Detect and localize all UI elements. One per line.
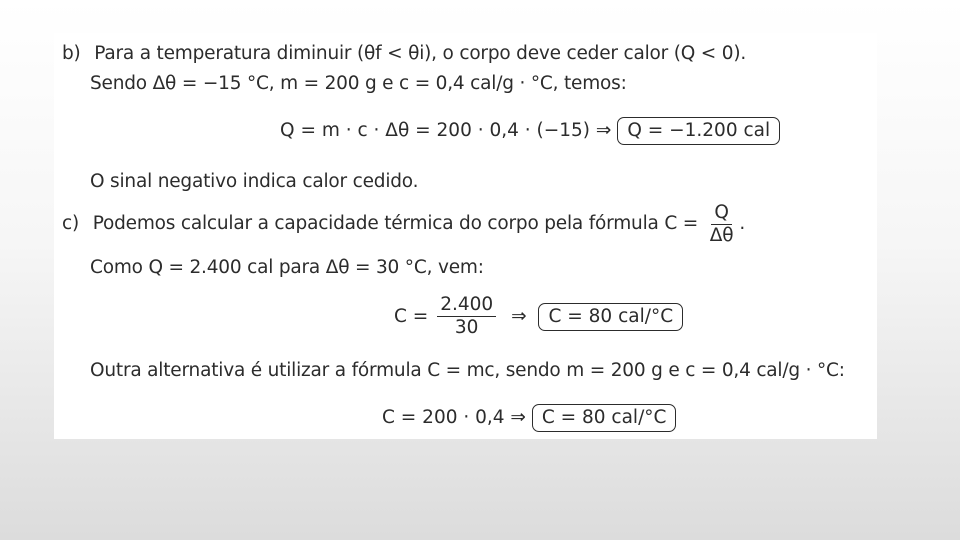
eq1-arrow: ⇒ [511, 306, 527, 327]
part-b-equation-row [280, 117, 780, 145]
part-c-line-1 [62, 201, 745, 247]
eq1-denominator: 30 [454, 317, 479, 338]
part-c-line-1-end: . [739, 213, 745, 234]
part-b-equation: Q = m · c · Δθ = 200 · 0,4 · (−15) ⇒ [280, 120, 612, 141]
eq1-fraction [437, 295, 496, 338]
formula-q-over-dtheta [707, 203, 737, 246]
solution-card [54, 33, 877, 439]
eq2: C = 200 · 0,4 ⇒ [382, 407, 526, 428]
eq1-lhs: C = [394, 306, 429, 327]
part-c-text-1: Podemos calcular a capacidade térmica do corpo pela fórmula C = [92, 213, 699, 234]
part-b-note: O sinal negativo indica calor cedido. [90, 171, 419, 192]
part-b-result-box: Q = −1.200 cal [617, 117, 780, 145]
eq1-result-box: C = 80 cal/°C [538, 303, 683, 331]
part-c-label: c) [62, 213, 79, 234]
fraction-denominator: Δθ [709, 224, 734, 246]
part-b-label: b) [62, 43, 81, 64]
part-c-equation-2-row [382, 404, 676, 432]
part-c-equation-1-row [394, 295, 683, 338]
fraction-numerator: Q [711, 203, 731, 225]
eq2-result-box: C = 80 cal/°C [532, 404, 677, 432]
part-c-line-3: Outra alternativa é utilizar a fórmula C = mc, sendo m = 200 g e c = 0,4 cal/g · °C: [90, 360, 845, 381]
part-b-line-2: Sendo Δθ = −15 °C, m = 200 g e c = 0,4 cal/g · °C, temos: [90, 73, 627, 94]
part-b-text-1: Para a temperatura diminuir (θf < θi), o corpo deve ceder calor (Q < 0). [94, 43, 747, 64]
part-b-line-1 [62, 43, 746, 65]
part-c-line-2: Como Q = 2.400 cal para Δθ = 30 °C, vem: [90, 257, 484, 278]
eq1-numerator: 2.400 [437, 295, 496, 317]
